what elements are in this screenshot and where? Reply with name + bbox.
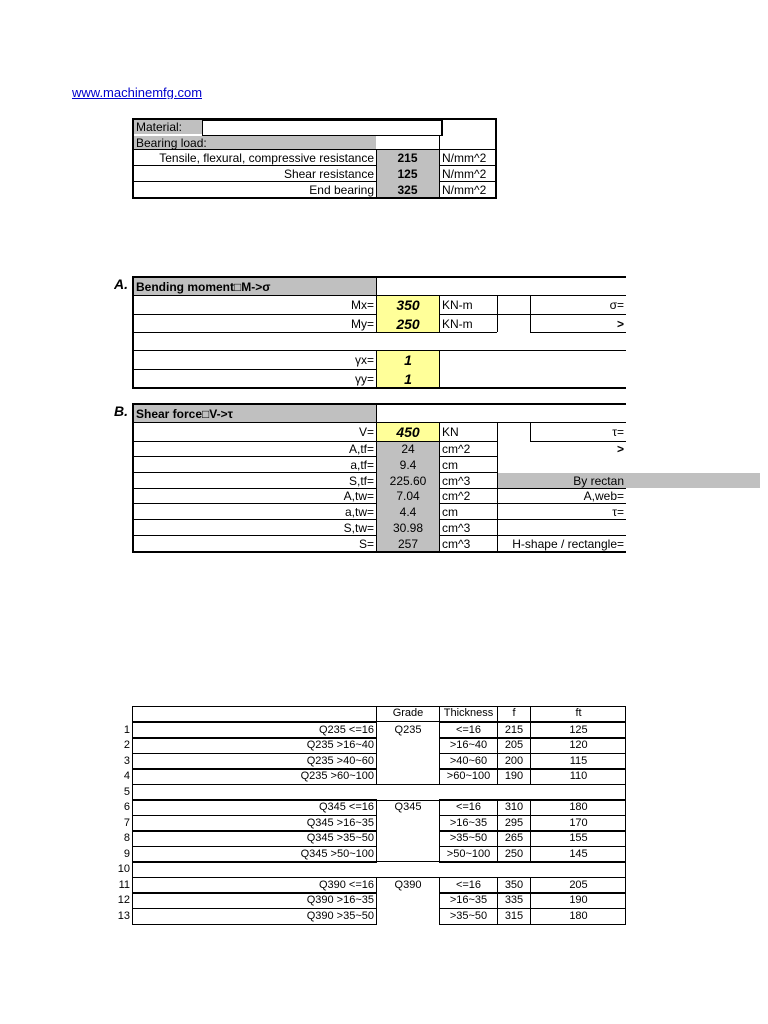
end-bearing-unit: N/mm^2: [442, 182, 487, 197]
s-value: 257: [397, 536, 419, 551]
grade-desc: Q345 >16~35: [306, 816, 374, 829]
row-number: 7: [123, 816, 130, 829]
header-f: f: [512, 707, 516, 720]
v-unit: KN: [442, 425, 459, 439]
atw-lower-label: a,tw=: [344, 504, 374, 519]
grade-desc: Q390 >16~35: [306, 893, 374, 906]
ft-value: 125: [569, 723, 588, 736]
f-value: 335: [504, 893, 524, 906]
thickness-value: >16~35: [449, 893, 488, 906]
ft-value: 180: [569, 909, 588, 922]
grade-desc: Q235 >16~40: [306, 738, 374, 751]
by-rect-label: By rectan: [573, 473, 624, 488]
header-ft: ft: [575, 707, 582, 720]
divider: [530, 706, 531, 722]
shear-value: 125: [397, 166, 418, 181]
hshape-label: H-shape / rectangle=: [512, 536, 624, 551]
atw-lower-value: 4.4: [399, 504, 417, 519]
gamma-x-label: γx=: [354, 353, 374, 367]
atf-lower-unit: cm: [442, 457, 458, 472]
atf-lower-label: a,tf=: [350, 457, 374, 472]
my-unit: KN-m: [442, 316, 473, 331]
header-grade: Grade: [392, 707, 424, 720]
section-b-marker: B.: [114, 403, 128, 419]
grade-desc: Q235 >60~100: [300, 769, 374, 782]
f-value: 190: [504, 769, 524, 782]
grade-desc: Q390 <=16: [318, 878, 374, 891]
thickness-value: <=16: [455, 800, 482, 813]
atf-lower-value: 9.4: [399, 457, 417, 472]
row-number: 11: [118, 878, 130, 891]
row-number: 6: [123, 800, 130, 813]
divider: [376, 405, 377, 422]
material-input[interactable]: [202, 120, 442, 136]
divider: [134, 332, 497, 333]
divider: [442, 120, 443, 136]
tensile-unit: N/mm^2: [442, 150, 487, 165]
sigma-compare: >: [616, 316, 624, 331]
divider: [530, 332, 626, 333]
tensile-value: 215: [397, 150, 418, 165]
row-number: 1: [123, 723, 130, 736]
thickness-value: >35~50: [449, 831, 488, 844]
atf-unit: cm^2: [442, 442, 471, 456]
atf-label: A,tf=: [348, 442, 374, 456]
atw-unit: cm^2: [442, 489, 471, 503]
divider: [497, 295, 498, 332]
f-value: 315: [504, 909, 524, 922]
blank-row: [132, 861, 626, 878]
f-value: 265: [504, 831, 524, 844]
s-unit: cm^3: [442, 536, 471, 551]
row-number: 8: [123, 831, 130, 844]
thickness-value: >60~100: [446, 769, 491, 782]
grade-desc: Q235 <=16: [318, 723, 374, 736]
header-thickness: Thickness: [443, 707, 494, 720]
thickness-value: <=16: [455, 723, 482, 736]
ft-value: 115: [569, 754, 588, 767]
row-number: 9: [123, 847, 130, 860]
my-value[interactable]: 250: [396, 315, 420, 332]
bearing-label: Bearing load:: [136, 136, 207, 149]
f-value: 350: [504, 878, 524, 891]
grade-name: Q390: [394, 878, 422, 891]
tau-compare: >: [616, 442, 624, 456]
row-number: 13: [117, 909, 130, 922]
grade-desc: Q345 >35~50: [306, 831, 374, 844]
grade-desc: Q235 >40~60: [306, 754, 374, 767]
divider: [376, 706, 377, 722]
divider: [439, 350, 440, 387]
ft-value: 170: [569, 816, 588, 829]
grade-desc: Q345 >50~100: [300, 847, 374, 860]
gamma-x-value[interactable]: 1: [404, 352, 412, 368]
section-b-title: Shear force□V->τ: [134, 405, 376, 422]
mx-label: Mx=: [350, 298, 374, 312]
ft-value: 145: [569, 847, 588, 860]
f-value: 200: [504, 754, 524, 767]
website-link[interactable]: www.machinemfg.com: [72, 86, 203, 99]
grade-desc: Q390 >35~50: [306, 909, 374, 922]
f-value: 250: [504, 847, 524, 860]
stw-label: S,tw=: [343, 520, 374, 535]
thickness-value: >50~100: [446, 847, 491, 860]
header-row-border: [132, 706, 626, 722]
thickness-value: >16~35: [449, 816, 488, 829]
stw-value: 30.98: [392, 520, 424, 535]
f-value: 295: [504, 816, 524, 829]
f-value: 215: [504, 723, 524, 736]
v-value[interactable]: 450: [396, 424, 420, 440]
ft-value: 120: [569, 738, 588, 751]
ft-value: 180: [569, 800, 588, 813]
section-a-marker: A.: [114, 276, 128, 292]
shear-label: Shear resistance: [283, 166, 374, 181]
ft-value: 190: [569, 893, 588, 906]
tau-label: τ=: [612, 425, 624, 439]
thickness-value: >35~50: [449, 909, 488, 922]
stw-unit: cm^3: [442, 520, 471, 535]
f-value: 205: [504, 738, 524, 751]
row-number: 4: [123, 769, 130, 782]
my-label: My=: [350, 316, 374, 331]
ft-value: 110: [569, 769, 588, 782]
thickness-value: >40~60: [449, 754, 488, 767]
atw-value: 7.04: [396, 489, 420, 503]
thickness-value: >16~40: [449, 738, 488, 751]
shear-unit: N/mm^2: [442, 166, 487, 181]
gamma-y-label: γy=: [354, 371, 374, 386]
row-number: 12: [117, 893, 130, 906]
s-label: S=: [358, 536, 374, 551]
mx-unit: KN-m: [442, 298, 473, 312]
atw-lower-unit: cm: [442, 504, 458, 519]
row-number: 5: [123, 785, 130, 798]
stf-label: S,tf=: [348, 473, 374, 488]
row-number: 3: [123, 754, 130, 767]
end-bearing-label: End bearing: [309, 182, 374, 197]
row-number: 10: [117, 862, 130, 875]
stf-value: 225.60: [389, 473, 427, 488]
mx-value[interactable]: 350: [396, 297, 420, 313]
a-web-label: A,web=: [583, 489, 624, 503]
gamma-y-value[interactable]: 1: [404, 370, 412, 387]
ft-value: 155: [569, 831, 588, 844]
atw-label: A,tw=: [343, 489, 374, 503]
divider: [439, 706, 440, 722]
row-number: 2: [123, 738, 130, 751]
grade-name: Q235: [394, 723, 422, 736]
thickness-value: <=16: [455, 878, 482, 891]
section-a-title: Bending moment□M->σ: [134, 278, 376, 295]
divider: [497, 706, 498, 722]
ft-value: 205: [569, 878, 588, 891]
atf-value: 24: [401, 442, 415, 456]
tau-web-label: τ=: [612, 504, 624, 519]
sigma-label: σ=: [609, 298, 624, 312]
divider: [376, 278, 377, 295]
grade-name: Q345: [394, 800, 422, 813]
f-value: 310: [504, 800, 524, 813]
material-label: Material:: [136, 120, 183, 134]
stf-unit: cm^3: [442, 473, 471, 488]
v-label: V=: [358, 425, 374, 439]
end-bearing-value: 325: [397, 182, 418, 197]
tensile-label: Tensile, flexural, compressive resistance: [159, 150, 374, 165]
grade-desc: Q345 <=16: [318, 800, 374, 813]
